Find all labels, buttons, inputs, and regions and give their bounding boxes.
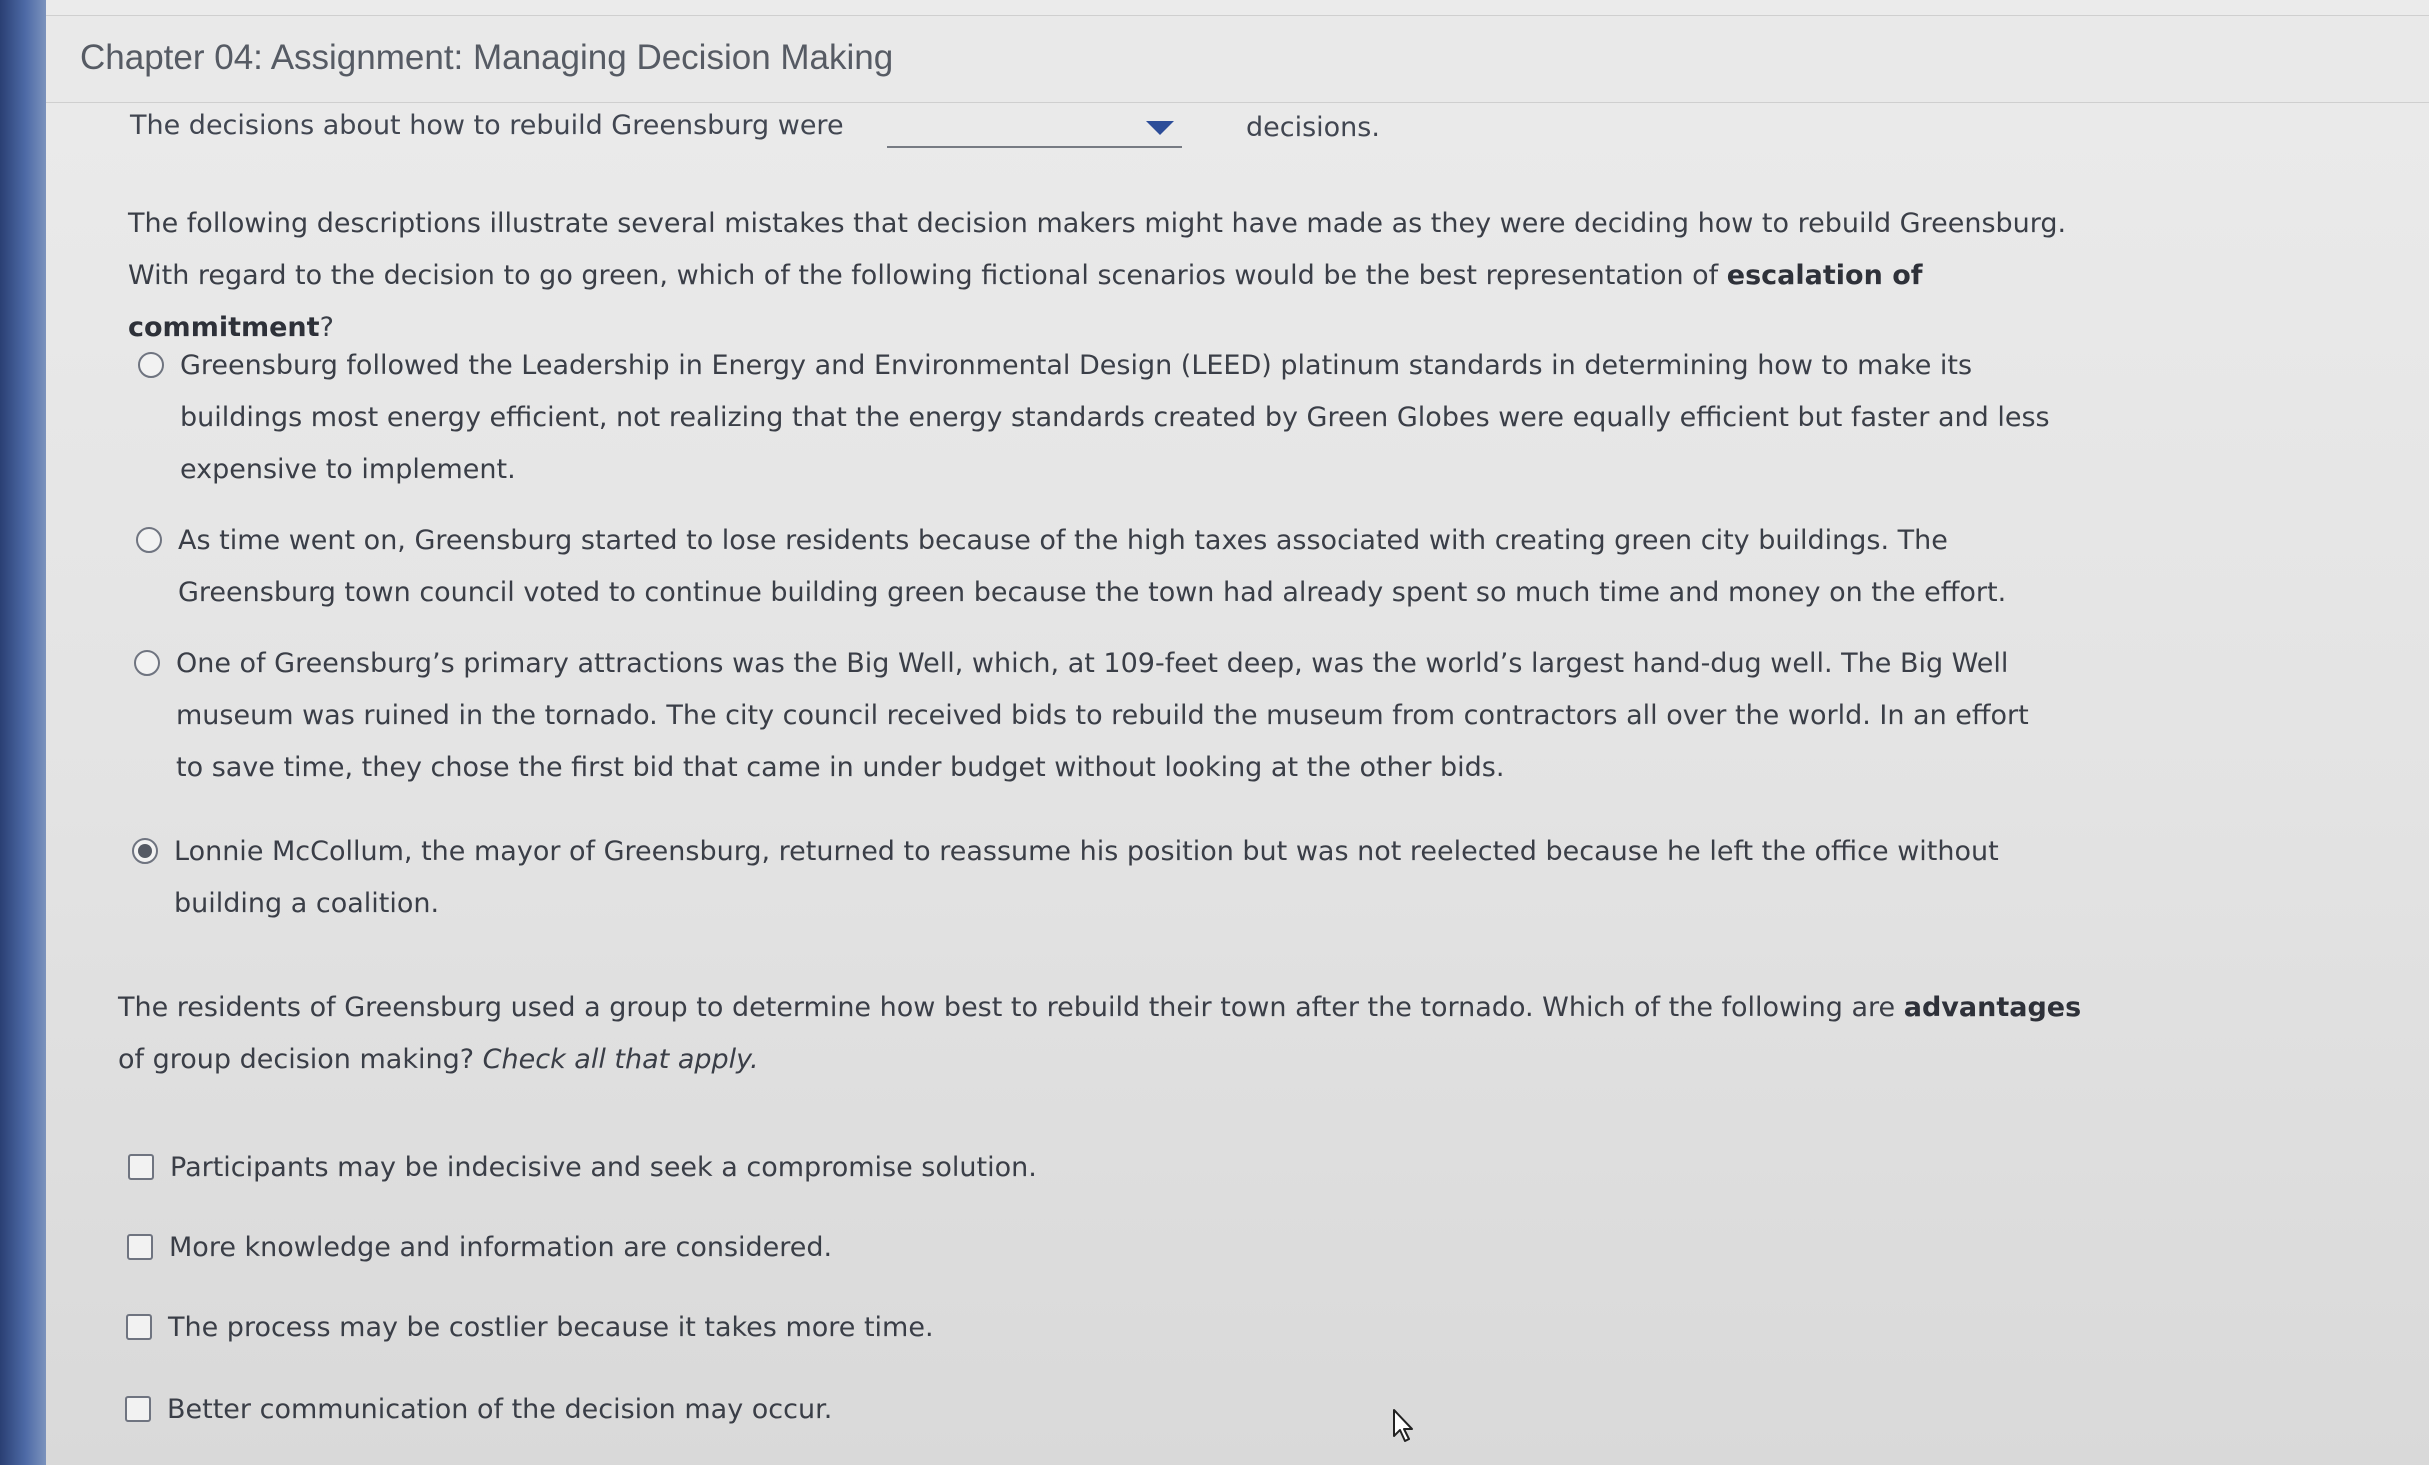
radio-option[interactable] [136,515,2056,619]
checkbox[interactable] [128,1154,154,1180]
question-2-end: ? [319,312,334,343]
checkbox-option[interactable] [125,1384,2045,1436]
chevron-down-icon [1146,121,1174,135]
page-title: Chapter 04: Assignment: Managing Decision Making [80,38,894,77]
title-bar [46,15,2429,103]
question-2-prompt [128,198,2118,354]
question-3-middle: of group decision making? [118,1044,475,1075]
radio-option-label: Greensburg followed the Leadership in Energy and Environmental Design (LEED) platinum standards in determining how to make its buildings most energy efficient, not realizing that the energy standards created by Green Globes were equally efficient but faster and less expensive to implement. [180,350,2050,485]
question-1-suffix: decisions. [1246,112,1380,143]
question-3-prompt [118,982,2108,1086]
checkbox-option-label: More knowledge and information are considered. [169,1232,833,1263]
question-3-emphasis: advantages [1903,992,2082,1023]
window-left-edge [0,0,46,1465]
checkbox-option[interactable] [126,1302,2046,1354]
radio-option[interactable] [138,340,2058,496]
question-2-intro: The following descriptions illustrate several mistakes that decision makers might have made as they were deciding how to rebuild Greensburg. With regard to the decision to go green, which of the following fictional scenarios would be the best representation of [128,208,2067,291]
radio-option-selected[interactable] [132,826,2052,930]
question-3-intro: The residents of Greensburg used a group to determine how best to rebuild their town after the tornado. Which of the following are [118,992,1896,1023]
mouse-cursor-icon [1392,1408,1416,1444]
radio-button[interactable] [136,527,162,553]
radio-button[interactable] [138,352,164,378]
radio-option-label: As time went on, Greensburg started to lose residents because of the high taxes associated with creating green city buildings. The Greensburg town council voted to continue building green because the town had already spent so much time and money on the effort. [178,525,2007,608]
checkbox-option-label: Better communication of the decision may occur. [167,1394,833,1425]
question-2-emphasis: escalation of commitment [128,260,1923,343]
decision-type-dropdown[interactable] [887,108,1182,148]
question-1 [130,108,1830,152]
checkbox-option[interactable] [128,1142,2048,1194]
checkbox[interactable] [125,1396,151,1422]
radio-button[interactable] [134,650,160,676]
radio-option-label: Lonnie McCollum, the mayor of Greensburg, returned to reassume his position but was not reelected because he left the office without building a coalition. [174,836,1999,919]
question-1-prefix: The decisions about how to rebuild Greensburg were [130,110,844,141]
radio-option[interactable] [134,638,2054,794]
checkbox[interactable] [126,1314,152,1340]
question-3-instruction: Check all that apply. [482,1044,759,1075]
checkbox-option-label: The process may be costlier because it takes more time. [168,1312,934,1343]
checkbox-option[interactable] [127,1222,2047,1274]
checkbox-option-label: Participants may be indecisive and seek a compromise solution. [170,1152,1037,1183]
radio-option-label: One of Greensburg’s primary attractions was the Big Well, which, at 109-feet deep, was the world’s largest hand-dug well. The Big Well museum was ruined in the tornado. The city council received bids to rebuild the museum from contractors all over the world. In an effort to save time, they chose the first bid that came in under budget without looking at the other bids. [176,648,2029,783]
checkbox[interactable] [127,1234,153,1260]
assignment-page [46,0,2429,1465]
radio-button-selected[interactable] [132,838,158,864]
